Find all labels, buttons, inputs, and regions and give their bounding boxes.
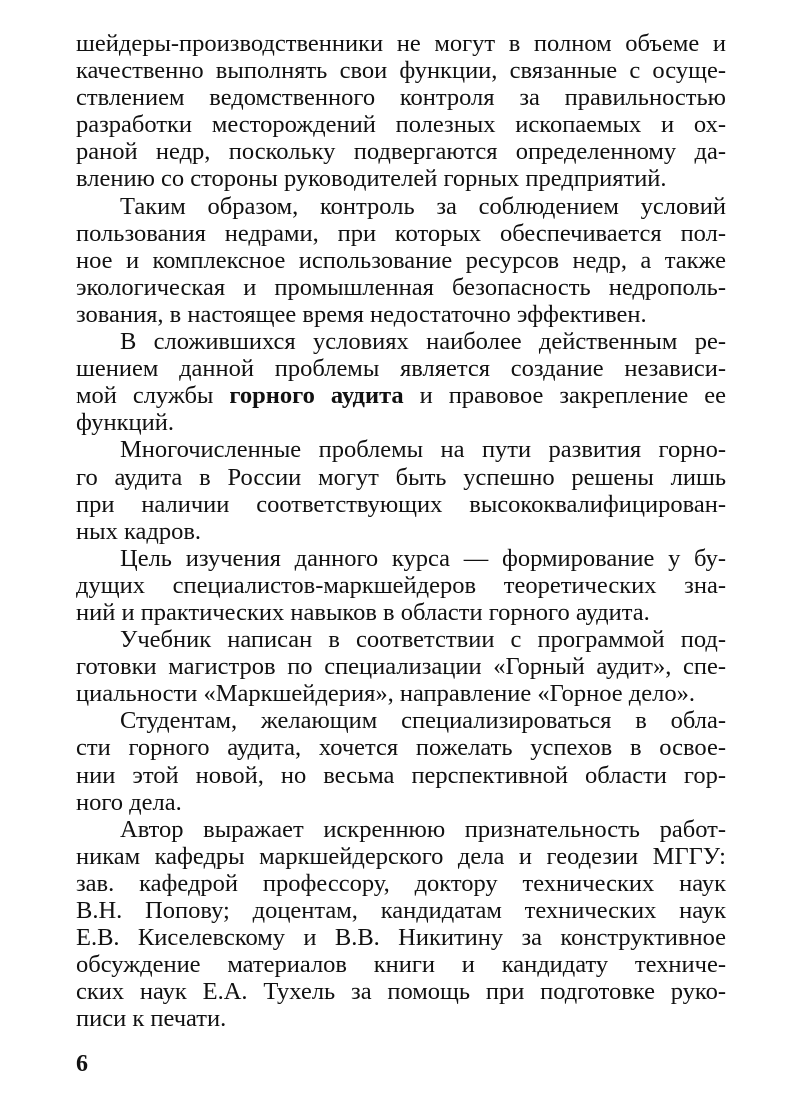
text-line: сти горного аудита, хочется пожелать успехов в освое-: [76, 734, 726, 762]
text-line: ного дела.: [76, 788, 182, 816]
text-line: обсуждение материалов книги и кандидату техниче-: [76, 951, 726, 979]
text-line: ных кадров.: [76, 517, 202, 545]
text-line: зования, в настоящее время недостаточно эффективен.: [76, 300, 647, 328]
text-line: Автор выражает искреннюю признательность работ-: [120, 815, 726, 843]
text-line: го аудита в России могут быть успешно решены лишь: [76, 463, 726, 491]
text-line: Цель изучения данного курса — формирование у бу-: [120, 544, 726, 572]
text-line: зав. кафедрой профессору, доктору технических наук: [76, 869, 726, 897]
text-line: В сложившихся условиях наиболее действенным ре-: [120, 328, 726, 356]
text-line: пользования недрами, при которых обеспечивается пол-: [76, 219, 726, 247]
text-fragment: мой службы: [76, 382, 214, 410]
text-line: Е.В. Киселевскому и В.В. Никитину за конструктивное: [76, 924, 726, 952]
paragraph: [76, 626, 726, 707]
paragraph: [76, 545, 726, 626]
text-line-with-bold: [76, 382, 726, 409]
paragraph: [76, 707, 726, 815]
text-line: Учебник написан в соответствии с программой под-: [120, 626, 726, 654]
text-line: циальности «Маркшейдерия», направление «Горное дело».: [76, 680, 695, 708]
page-number: 6: [76, 1051, 88, 1077]
text-line: Студентам, желающим специализироваться в обла-: [120, 707, 726, 735]
text-line: Таким образом, контроль за соблюдением условий: [120, 192, 726, 220]
text-line: ний и практических навыков в области горного аудита.: [76, 598, 650, 626]
text-line: никам кафедры маркшейдерского дела и геодезии МГГУ:: [76, 842, 726, 870]
text-line: экологическая и промышленная безопасность недрополь-: [76, 273, 726, 301]
page-body: [76, 30, 726, 1032]
paragraph: [76, 30, 726, 193]
text-line: раной недр, поскольку подвергаются определенному да-: [76, 138, 726, 166]
text-line: при наличии соответствующих высококвалифицирован-: [76, 490, 726, 518]
text-fragment: и правовое закрепление ее: [419, 382, 726, 410]
paragraph: [76, 436, 726, 544]
paragraph: [76, 816, 726, 1033]
text-line: влению со стороны руководителей горных предприятий.: [76, 165, 667, 193]
text-line: писи к печати.: [76, 1005, 227, 1033]
text-line: качественно выполнять свои функции, связанные с осуще-: [76, 57, 726, 85]
bold-term: горного аудита: [229, 382, 404, 410]
text-line: функций.: [76, 409, 174, 437]
paragraph: [76, 328, 726, 436]
text-line: ских наук Е.А. Тухель за помощь при подготовке руко-: [76, 978, 726, 1006]
text-line: Многочисленные проблемы на пути развития горно-: [120, 436, 726, 464]
text-line: ствлением ведомственного контроля за правильностью: [76, 84, 726, 112]
text-line: шейдеры-производственники не могут в полном объеме и: [76, 30, 726, 57]
text-line: ное и комплексное использование ресурсов недр, а также: [76, 246, 726, 274]
text-line: шением данной проблемы является создание независи-: [76, 355, 726, 383]
text-line: дущих специалистов-маркшейдеров теоретических зна-: [76, 571, 726, 599]
text-line: разработки месторождений полезных ископаемых и ох-: [76, 111, 726, 139]
text-line: В.Н. Попову; доцентам, кандидатам технических наук: [76, 897, 726, 924]
text-line: готовки магистров по специализации «Горный аудит», спе-: [76, 653, 726, 681]
paragraph: [76, 193, 726, 328]
text-line: нии этой новой, но весьма перспективной области гор-: [76, 761, 726, 789]
